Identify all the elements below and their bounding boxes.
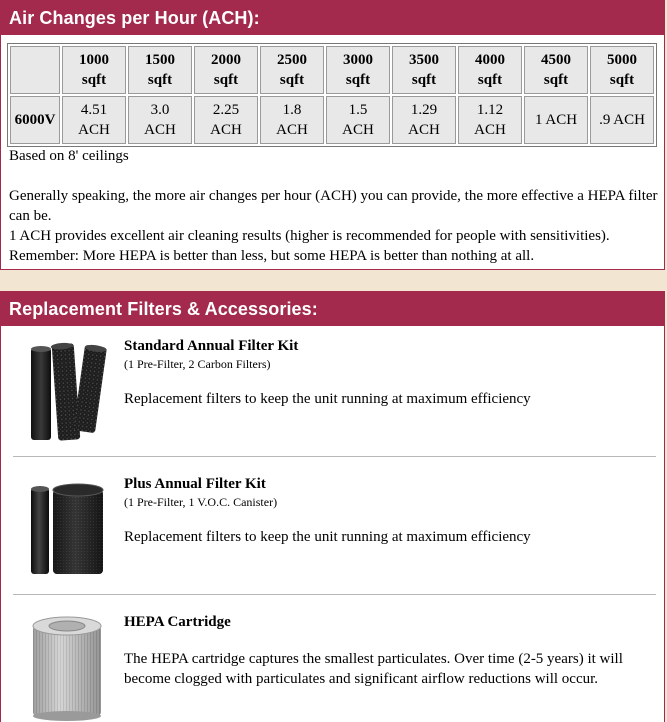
note-one-ach: 1 ACH provides excellent air cleaning results (higher is recommended for people with sensitivities).	[9, 228, 610, 244]
column-header-4500: 4500 sqft	[524, 46, 588, 94]
voc-canister-image	[27, 482, 109, 578]
ach-value-3000: 1.5 ACH	[326, 96, 390, 144]
column-header-1500: 1500 sqft	[128, 46, 192, 94]
column-header-3500: 3500 sqft	[392, 46, 456, 94]
product-text	[124, 612, 644, 689]
ach-value-5000: .9 ACH	[590, 96, 654, 144]
note-general: Generally speaking, the more air changes per hour (ACH) you can provide, the more effective a HEPA filter can be.	[9, 188, 658, 224]
hepa-cartridge-image	[27, 614, 107, 722]
filters-panel	[0, 291, 665, 722]
column-header-4000: 4000 sqft	[458, 46, 522, 94]
note-remember: Remember: More HEPA is better than less, but some HEPA is better than nothing at all.	[9, 248, 535, 264]
column-header-1000: 1000 sqft	[62, 46, 126, 94]
product-text	[124, 474, 644, 547]
ach-value-2500: 1.8 ACH	[260, 96, 324, 144]
column-header-3000: 3000 sqft	[326, 46, 390, 94]
ach-value-3500: 1.29 ACH	[392, 96, 456, 144]
product-subtitle: (1 Pre-Filter, 1 V.O.C. Canister)	[124, 495, 278, 509]
filter-kit-image	[27, 342, 107, 446]
product-plus-filter-kit	[13, 474, 656, 584]
product-name: Plus Annual Filter Kit	[124, 476, 266, 492]
row-label-6000v: 6000V	[10, 96, 60, 144]
ach-value-1000: 4.51 ACH	[62, 96, 126, 144]
product-description: Replacement filters to keep the unit running at maximum efficiency	[124, 391, 531, 407]
ach-table-row-6000v	[10, 96, 654, 144]
note-ceilings: Based on 8' ceilings	[9, 148, 129, 164]
ach-value-2000: 2.25 ACH	[194, 96, 258, 144]
ach-notes	[9, 146, 658, 266]
ach-section-title: Air Changes per Hour (ACH):	[1, 1, 664, 35]
column-header-2500: 2500 sqft	[260, 46, 324, 94]
ach-value-4000: 1.12 ACH	[458, 96, 522, 144]
product-hepa-cartridge	[13, 612, 656, 722]
product-subtitle: (1 Pre-Filter, 2 Carbon Filters)	[124, 357, 271, 371]
ach-table-header-row	[10, 46, 654, 94]
product-text	[124, 336, 644, 409]
product-name: Standard Annual Filter Kit	[124, 338, 299, 354]
column-header-2000: 2000 sqft	[194, 46, 258, 94]
product-description: The HEPA cartridge captures the smallest particulates. Over time (2-5 years) it will become clogged with particulates and significant airflow reductions will occur.	[124, 651, 623, 687]
ach-panel	[0, 0, 665, 270]
product-divider	[13, 594, 656, 595]
column-header-5000: 5000 sqft	[590, 46, 654, 94]
product-standard-filter-kit	[13, 336, 656, 446]
filters-section-title: Replacement Filters & Accessories:	[1, 292, 664, 326]
product-divider	[13, 456, 656, 457]
product-name: HEPA Cartridge	[124, 614, 231, 630]
ach-value-1500: 3.0 ACH	[128, 96, 192, 144]
product-description: Replacement filters to keep the unit running at maximum efficiency	[124, 529, 531, 545]
ach-table-corner	[10, 46, 60, 94]
ach-table	[7, 43, 657, 147]
ach-value-4500: 1 ACH	[524, 96, 588, 144]
